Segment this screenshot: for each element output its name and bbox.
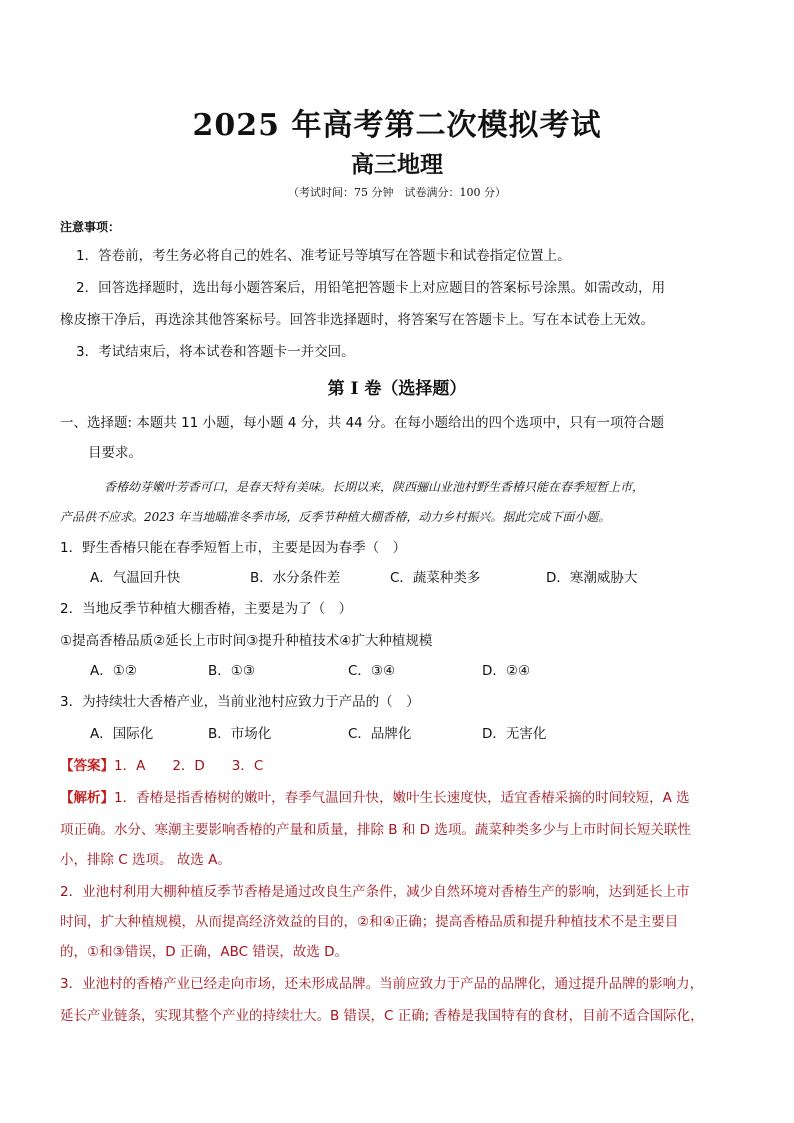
answer-label: 【答案】 <box>60 758 114 774</box>
reading-passage: 香椿幼芽嫩叶芳香可口，是春天特有美味。长期以来，陕西骊山业池村野生香椿只能在春季短暂上市， <box>104 480 645 494</box>
analysis-line: 的，①和③错误，D 正确，ABC 错误，故选 D。 <box>60 944 349 960</box>
analysis-label: 【解析】 <box>60 790 114 806</box>
exam-subject: 高三地理 <box>351 151 443 178</box>
option: C．品牌化 <box>348 726 412 742</box>
notice-heading: 注意事项： <box>60 220 121 234</box>
option: A．①② <box>90 663 137 679</box>
analysis-line: 时间，扩大种植规模，从而提高经济效益的目的，②和④正确；提高香椿品质和提升种植技术不是主要目 <box>60 914 679 930</box>
reading-passage: 产品供不应求。2023 年当地瞄准冬季市场，反季节种植大棚香椿，动力乡村振兴。据此完成下面小题。 <box>60 510 611 524</box>
analysis-line: 小，排除 C 选项。 故选 A。 <box>60 852 231 868</box>
notice-item: 1．答卷前，考生务必将自己的姓名、准考证号等填写在答题卡和试卷指定位置上。 <box>76 248 571 264</box>
option: B．水分条件差 <box>250 570 341 586</box>
question-stem: 1．野生香椿只能在春季短暂上市，主要是因为春季（ ） <box>60 540 407 556</box>
section-instruction: 目要求。 <box>88 445 142 461</box>
notice-item: 2．回答选择题时，选出每小题答案后，用铅笔把答题卡上对应题目的答案标号涂黑。如需改动，用 <box>76 280 666 296</box>
question-options <box>90 568 730 588</box>
question-options <box>90 724 730 744</box>
question-options <box>90 661 730 681</box>
option: B．①③ <box>208 663 255 679</box>
section-title: 第 I 卷（选择题） <box>327 379 467 399</box>
question-stem: 3．为持续壮大香椿产业，当前业池村应致力于产品的（ ） <box>60 694 420 710</box>
option: D．寒潮威胁大 <box>546 570 638 586</box>
answer-line <box>60 756 740 776</box>
option: C．蔬菜种类多 <box>390 570 481 586</box>
question-stem: 2．当地反季节种植大棚香椿，主要是为了（ ） <box>60 601 353 617</box>
answer-text: 1．A 2．D 3．C <box>114 758 264 774</box>
exam-info: （考试时间：75 分钟 试卷满分：100 分） <box>288 186 506 199</box>
question-choices: ①提高香椿品质②延长上市时间③提升种植技术④扩大种植规模 <box>60 633 433 649</box>
option: B．市场化 <box>208 726 272 742</box>
option: C．③④ <box>348 663 396 679</box>
notice-item: 3．考试结束后，将本试卷和答题卡一并交回。 <box>76 344 355 360</box>
analysis-line: 2．业池村利用大棚种植反季节香椿是通过改良生产条件，减少自然环境对香椿生产的影响，达到延长上市 <box>60 884 690 900</box>
option: A．气温回升快 <box>90 570 181 586</box>
notice-item: 橡皮擦干净后，再选涂其他答案标号。回答非选择题时，将答案写在答题卡上。写在本试卷上无效。 <box>60 312 654 328</box>
analysis-line: 项正确。水分、寒潮主要影响香椿的产量和质量，排除 B 和 D 选项。蔬菜种类多少与上市时间长短关联性 <box>60 822 691 838</box>
analysis-text: 1．香椿是指香椿树的嫩叶，春季气温回升快，嫩叶生长速度快，适宜香椿采摘的时间较短，A 选 <box>114 790 690 806</box>
section-instruction: 一、选择题: 本题共 11 小题，每小题 4 分，共 44 分。在每小题给出的四个选项中，只有一项符合题 <box>60 415 665 431</box>
analysis-line: 延长产业链条，实现其整个产业的持续壮大。B 错误，C 正确; 香椿是我国特有的食材，目前不适合国际化， <box>60 1008 704 1024</box>
option: D．②④ <box>482 663 531 679</box>
analysis-line: 3．业池村的香椿产业已经走向市场，还未形成品牌。当前应致力于产品的品牌化，通过提升品牌的影响力， <box>60 976 704 992</box>
exam-title: 2025 年高考第二次模拟考试 <box>192 108 602 143</box>
analysis-line <box>60 788 740 808</box>
option: A．国际化 <box>90 726 154 742</box>
option: D．无害化 <box>482 726 547 742</box>
